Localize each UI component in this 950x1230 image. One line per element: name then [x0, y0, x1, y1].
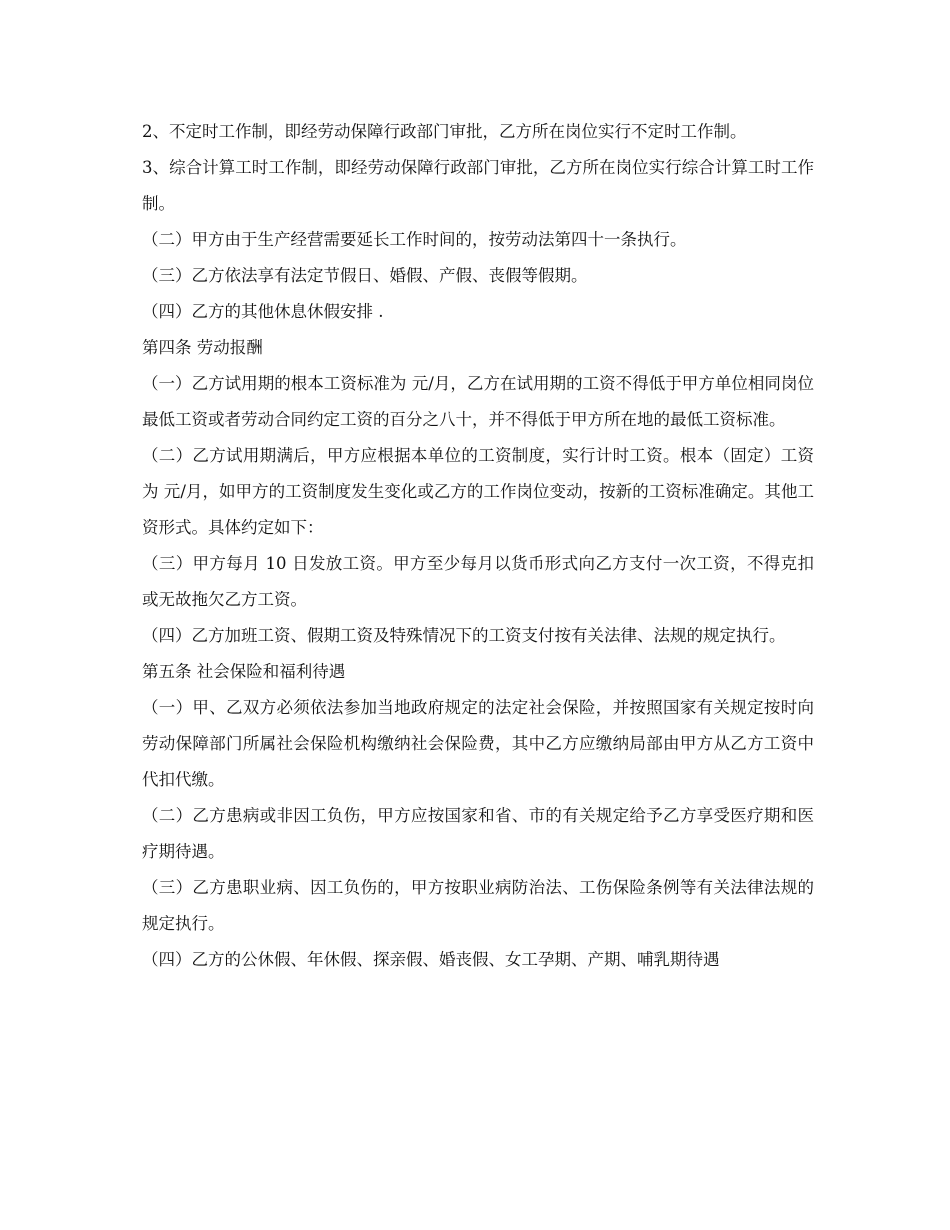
paragraph-comprehensive-hours: 3、综合计算工时工作制，即经劳动保障行政部门审批，乙方所在岗位实行综合计算工时工作制。 — [142, 158, 814, 213]
paragraph-irregular-hours: 2、不定时工作制，即经劳动保障行政部门审批，乙方所在岗位实行不定时工作制。 — [142, 122, 747, 141]
section-heading-remuneration: 第四条 劳动报酬 — [142, 338, 263, 357]
paragraph-social-insurance: （一）甲、乙双方必须依法参加当地政府规定的法定社会保险，并按照国家有关规定按时向劳动保障部门所属社会保险机构缴纳社会保险费，其中乙方应缴纳局部由甲方从乙方工资中代扣代缴。 — [142, 698, 814, 789]
section-heading-social-insurance: 第五条 社会保险和福利待遇 — [142, 662, 346, 681]
document-body — [142, 114, 814, 978]
paragraph-overtime-extension: （二）甲方由于生产经营需要延长工作时间的，按劳动法第四十一条执行。 — [142, 230, 687, 249]
paragraph-payday: （三）甲方每月 10 日发放工资。甲方至少每月以货币形式向乙方支付一次工资，不得克扣或无故拖欠乙方工资。 — [142, 554, 814, 609]
paragraph-medical-leave: （二）乙方患病或非因工负伤，甲方应按国家和省、市的有关规定给予乙方享受医疗期和医疗期待遇。 — [142, 806, 814, 861]
paragraph-overtime-pay: （四）乙方加班工资、假期工资及特殊情况下的工资支付按有关法律、法规的规定执行。 — [142, 626, 786, 645]
paragraph-probation-wage: （一）乙方试用期的根本工资标准为 元/月，乙方在试用期的工资不得低于甲方单位相同岗位最低工资或者劳动合同约定工资的百分之八十，并不得低于甲方所在地的最低工资标准。 — [142, 374, 814, 429]
paragraph-other-leave: （四）乙方的其他休息休假安排 . — [142, 302, 384, 321]
paragraph-statutory-holidays: （三）乙方依法享有法定节假日、婚假、产假、丧假等假期。 — [142, 266, 588, 285]
paragraph-leave-benefits: （四）乙方的公休假、年休假、探亲假、婚丧假、女工孕期、产期、哺乳期待遇 — [142, 950, 720, 969]
paragraph-post-probation-wage: （二）乙方试用期满后，甲方应根据本单位的工资制度，实行计时工资。根本（固定）工资为 元/月，如甲方的工资制度发生变化或乙方的工作岗位变动，按新的工资标准确定。其他工资形式。具体约定如下： — [142, 446, 814, 537]
paragraph-occupational-injury: （三）乙方患职业病、因工负伤的，甲方按职业病防治法、工伤保险条例等有关法律法规的规定执行。 — [142, 878, 814, 933]
